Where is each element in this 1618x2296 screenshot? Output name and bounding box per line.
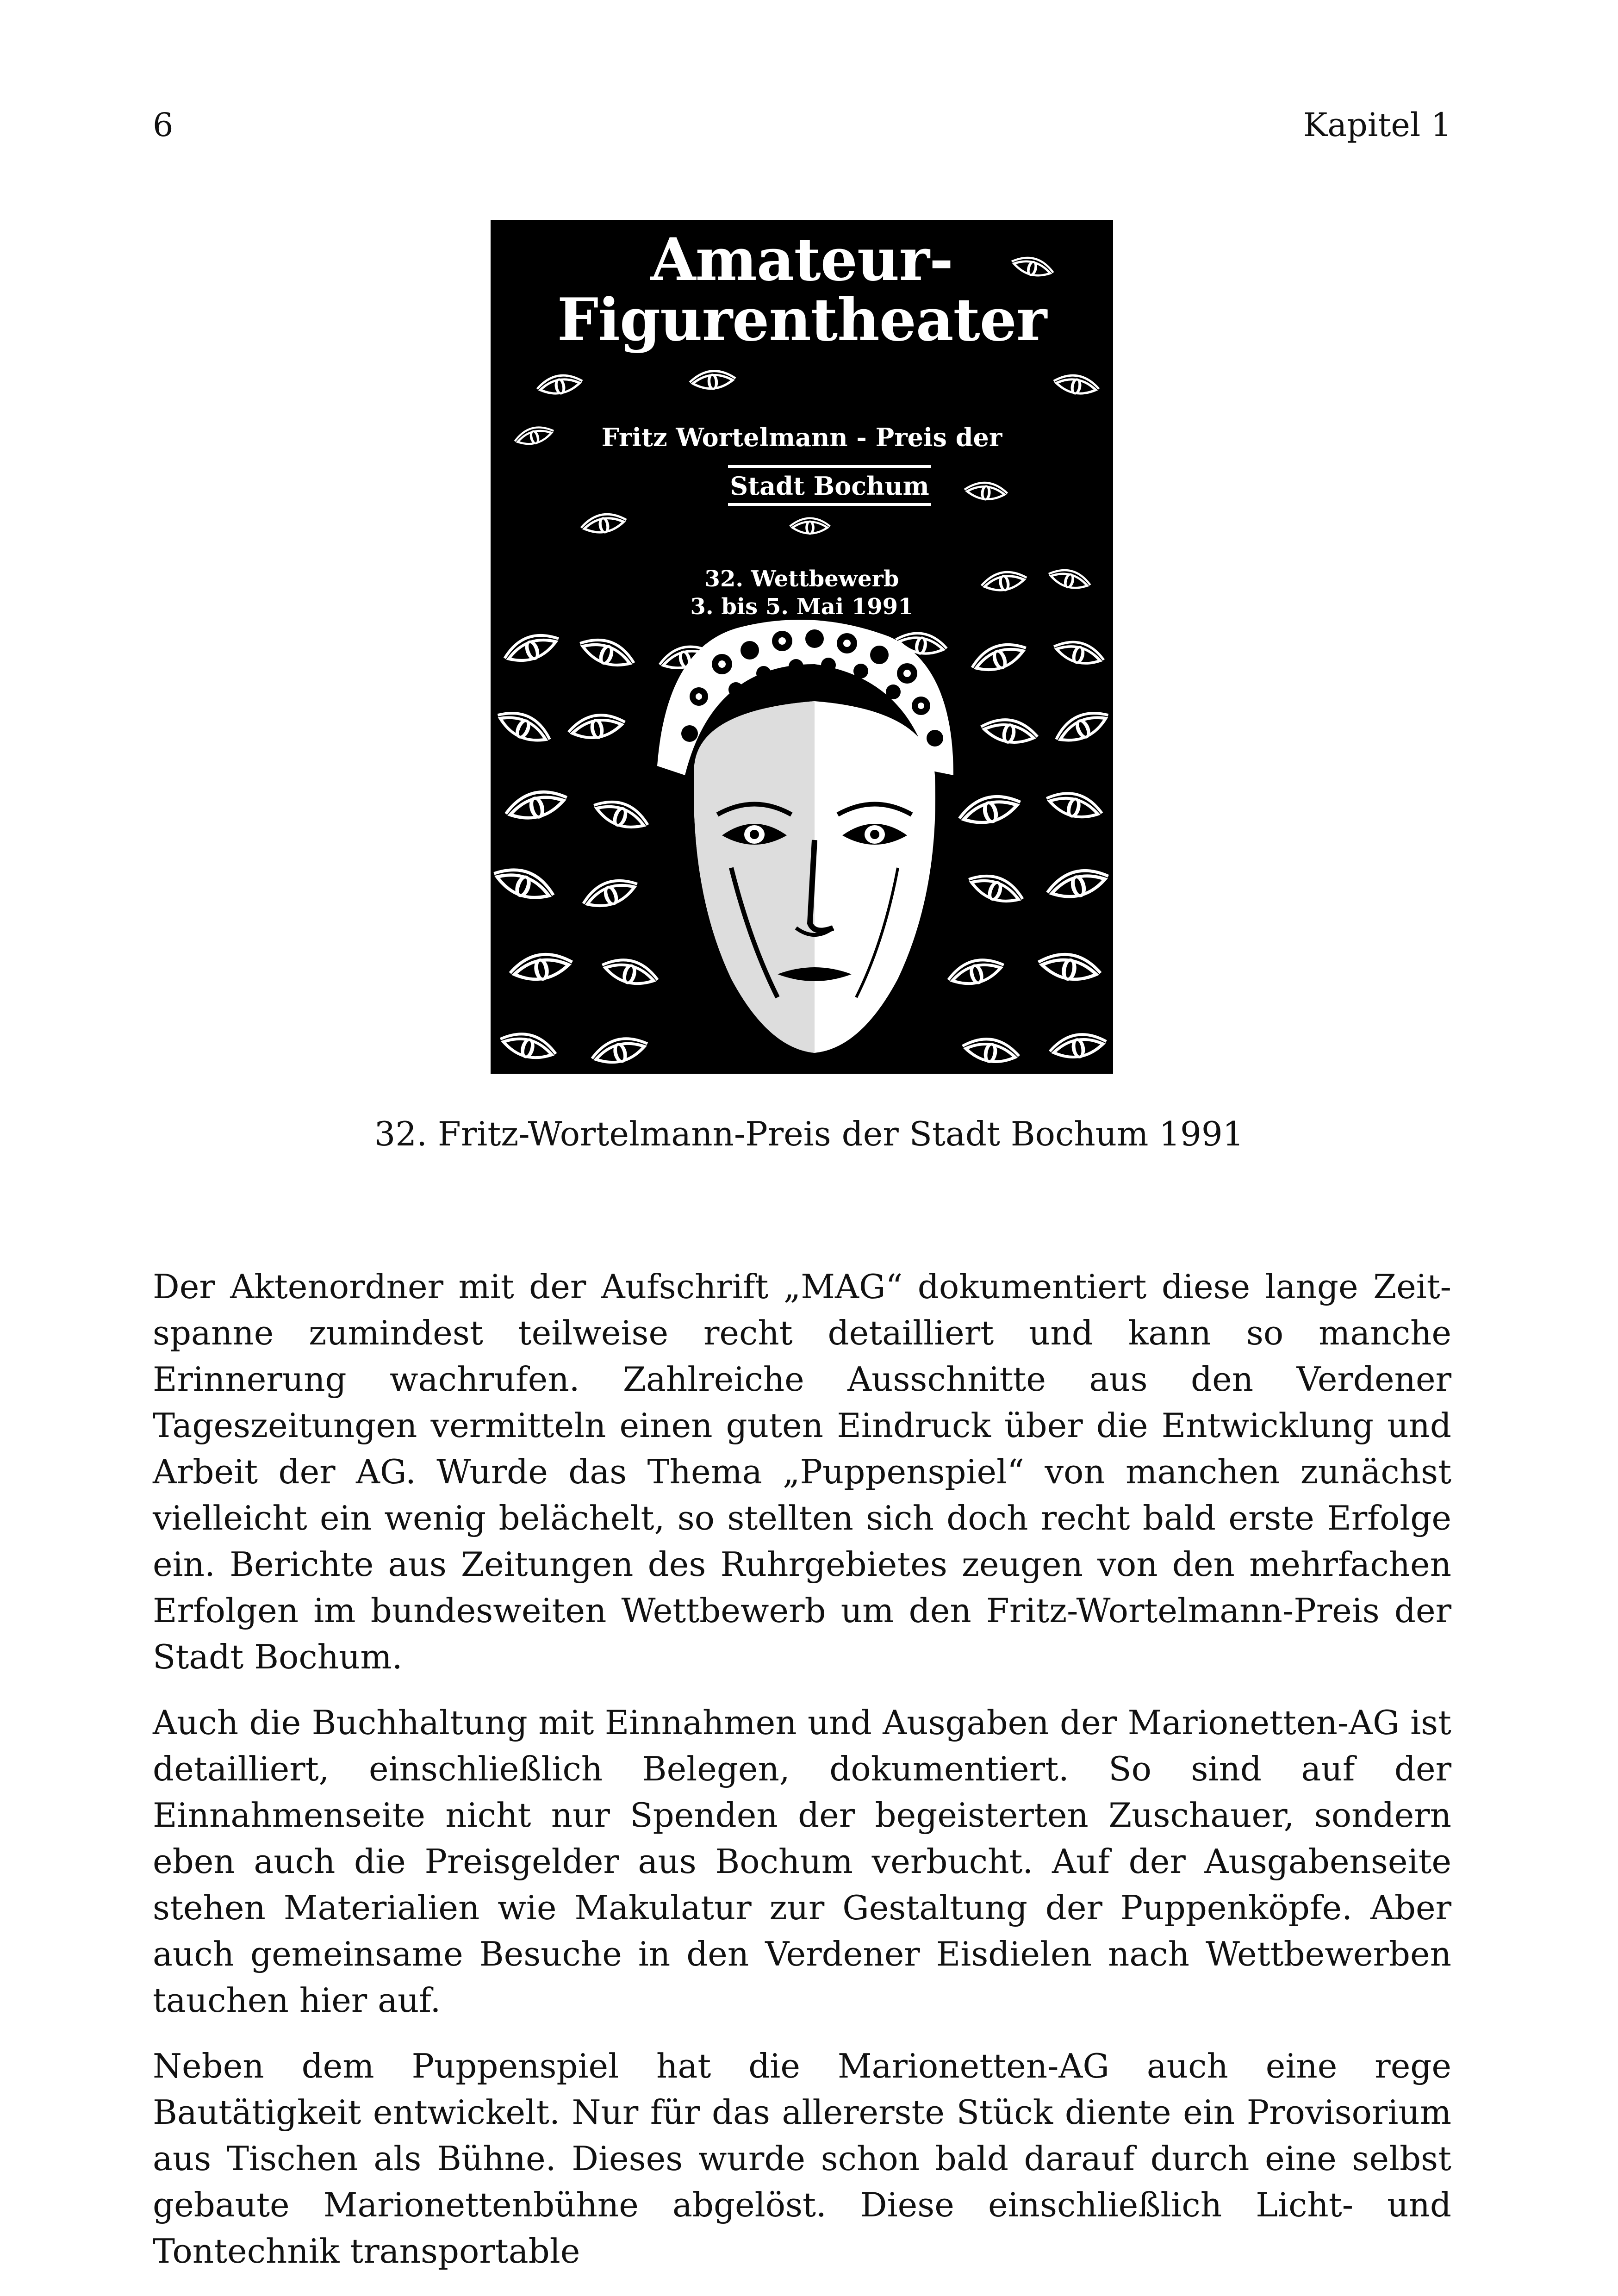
paragraph: Der Aktenordner mit der Aufschrift „MAG“ dokumentiert diese lange Zeitspanne zumindest teilweise recht detailliert und kann so manche Erinnerung wachrufen. Zahlreiche Ausschnitte aus den Verdener Tageszeitungen vermitteln einen guten Eindruck über die Entwicklung und Arbeit der AG. Wurde das Thema „Puppenspiel“ von manchen zunächst vielleicht ein wenig belächelt, so stellten sich doch recht bald erste Erfolge ein. Berichte aus Zeitungen des Ruhrgebietes zeugen von den mehrfachen Erfolgen im bundesweiten Wettbewerb um den Fritz-Wortelmann-Preis der Stadt Bochum. — [153, 1267, 1451, 1676]
figure-caption: 32. Fritz-Wortelmann-Preis der Stadt Bochum 1991 — [374, 1114, 1244, 1153]
chapter-label: Kapitel 1 — [1303, 106, 1451, 144]
poster-subtitle-line2 — [491, 465, 1113, 506]
page-number: 6 — [153, 106, 174, 144]
paragraph: Auch die Buchhaltung mit Einnahmen und Ausgaben der Marionetten-AG ist detailliert, einschließlich Belegen, dokumentiert. So sind auf der Einnahmenseite nicht nur Spenden der begeisterten Zuschauer, sondern eben auch die Preisgelder aus Bochum verbucht. Auf der Ausgabenseite stehen Materialien wie Makulatur zur Gestaltung der Puppenköpfe. Aber auch gemeinsame Besuche in den Verdener Eisdielen nach Wettbewerben tauchen hier auf. — [153, 1703, 1451, 2020]
poster-event-line1: 32. Wettbewerb — [704, 566, 899, 592]
poster-subtitle-line2-text: Stadt Bochum — [728, 465, 931, 506]
body-text — [153, 1263, 1451, 2294]
poster-subtitle-line1: Fritz Wortelmann - Preis der — [601, 423, 1002, 452]
running-header — [153, 100, 1451, 150]
poster-title-line2: Figurentheater — [557, 286, 1047, 354]
poster-image — [491, 220, 1113, 1074]
poster-event-line2: 3. bis 5. Mai 1991 — [690, 594, 914, 620]
paragraph: Neben dem Puppenspiel hat die Marionetten-AG auch eine rege Bautätigkeit entwickelt. Nur für das allererste Stück diente ein Provisorium aus Tischen als Bühne. Dieses wurde schon bald darauf durch eine selbst gebaute Marionettenbühne abgelöst. Diese einschließlich Licht- und Tontechnik transportable — [153, 2047, 1451, 2271]
poster-title-line1: Amateur- — [650, 225, 953, 294]
